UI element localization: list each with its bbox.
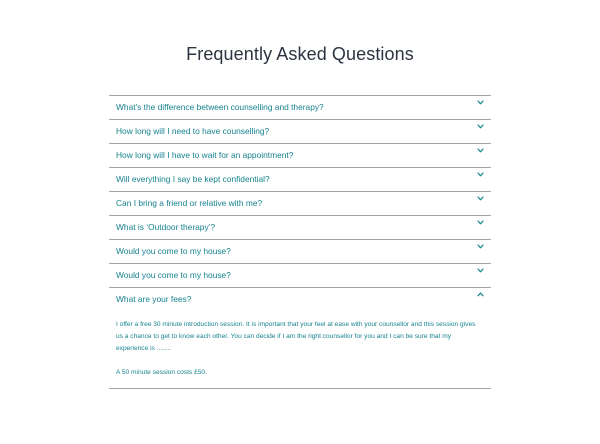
faq-question-toggle[interactable] [109, 120, 491, 143]
chevron-down-icon[interactable] [476, 98, 485, 107]
chevron-down-icon[interactable] [476, 194, 485, 203]
faq-question: What is ‘Outdoor therapy’? [116, 222, 216, 232]
faq-item [109, 96, 491, 120]
faq-question: What are your fees? [116, 294, 192, 304]
faq-question: How long will I have to wait for an appointment? [116, 150, 294, 160]
faq-question: Can I bring a friend or relative with me? [116, 198, 263, 208]
faq-item [109, 144, 491, 168]
faq-item [109, 216, 491, 240]
faq-question-toggle[interactable] [109, 96, 491, 119]
faq-item [109, 192, 491, 216]
chevron-up-icon[interactable] [476, 290, 485, 299]
faq-item [109, 120, 491, 144]
faq-question-toggle[interactable] [109, 216, 491, 239]
faq-question-toggle[interactable] [109, 192, 491, 215]
faq-answer [109, 311, 491, 388]
faq-answer-paragraph: A 50 minute session costs £50. [116, 369, 207, 376]
faq-question-toggle[interactable] [109, 168, 491, 191]
faq-item [109, 168, 491, 192]
chevron-down-icon[interactable] [476, 218, 485, 227]
faq-question: Will everything I say be kept confidential? [116, 174, 270, 184]
faq-question-toggle[interactable] [109, 288, 491, 311]
faq-item [109, 240, 491, 264]
faq-question-toggle[interactable] [109, 240, 491, 263]
faq-question-toggle[interactable] [109, 144, 491, 167]
page-title: Frequently Asked Questions [186, 44, 414, 64]
faq-question: How long will I need to have counselling? [116, 126, 270, 136]
faq-question-toggle[interactable] [109, 264, 491, 287]
chevron-down-icon[interactable] [476, 170, 485, 179]
faq-item [109, 264, 491, 288]
faq-question: What's the difference between counselling and therapy? [116, 102, 324, 112]
faq-accordion [109, 95, 491, 389]
faq-question: Would you come to my house? [116, 270, 231, 280]
chevron-down-icon[interactable] [476, 242, 485, 251]
faq-item-expanded [109, 288, 491, 389]
chevron-down-icon[interactable] [476, 122, 485, 131]
faq-answer-paragraph: I offer a free 30 minute introduction session. It is important that your feel at ease with your counsellor and this session gives us a chance to get to know each other. You can decide if I am the right counsellor for you and I can be sure that my experience is ........ [116, 321, 476, 352]
chevron-down-icon[interactable] [476, 146, 485, 155]
faq-question: Would you come to my house? [116, 246, 231, 256]
chevron-down-icon[interactable] [476, 266, 485, 275]
